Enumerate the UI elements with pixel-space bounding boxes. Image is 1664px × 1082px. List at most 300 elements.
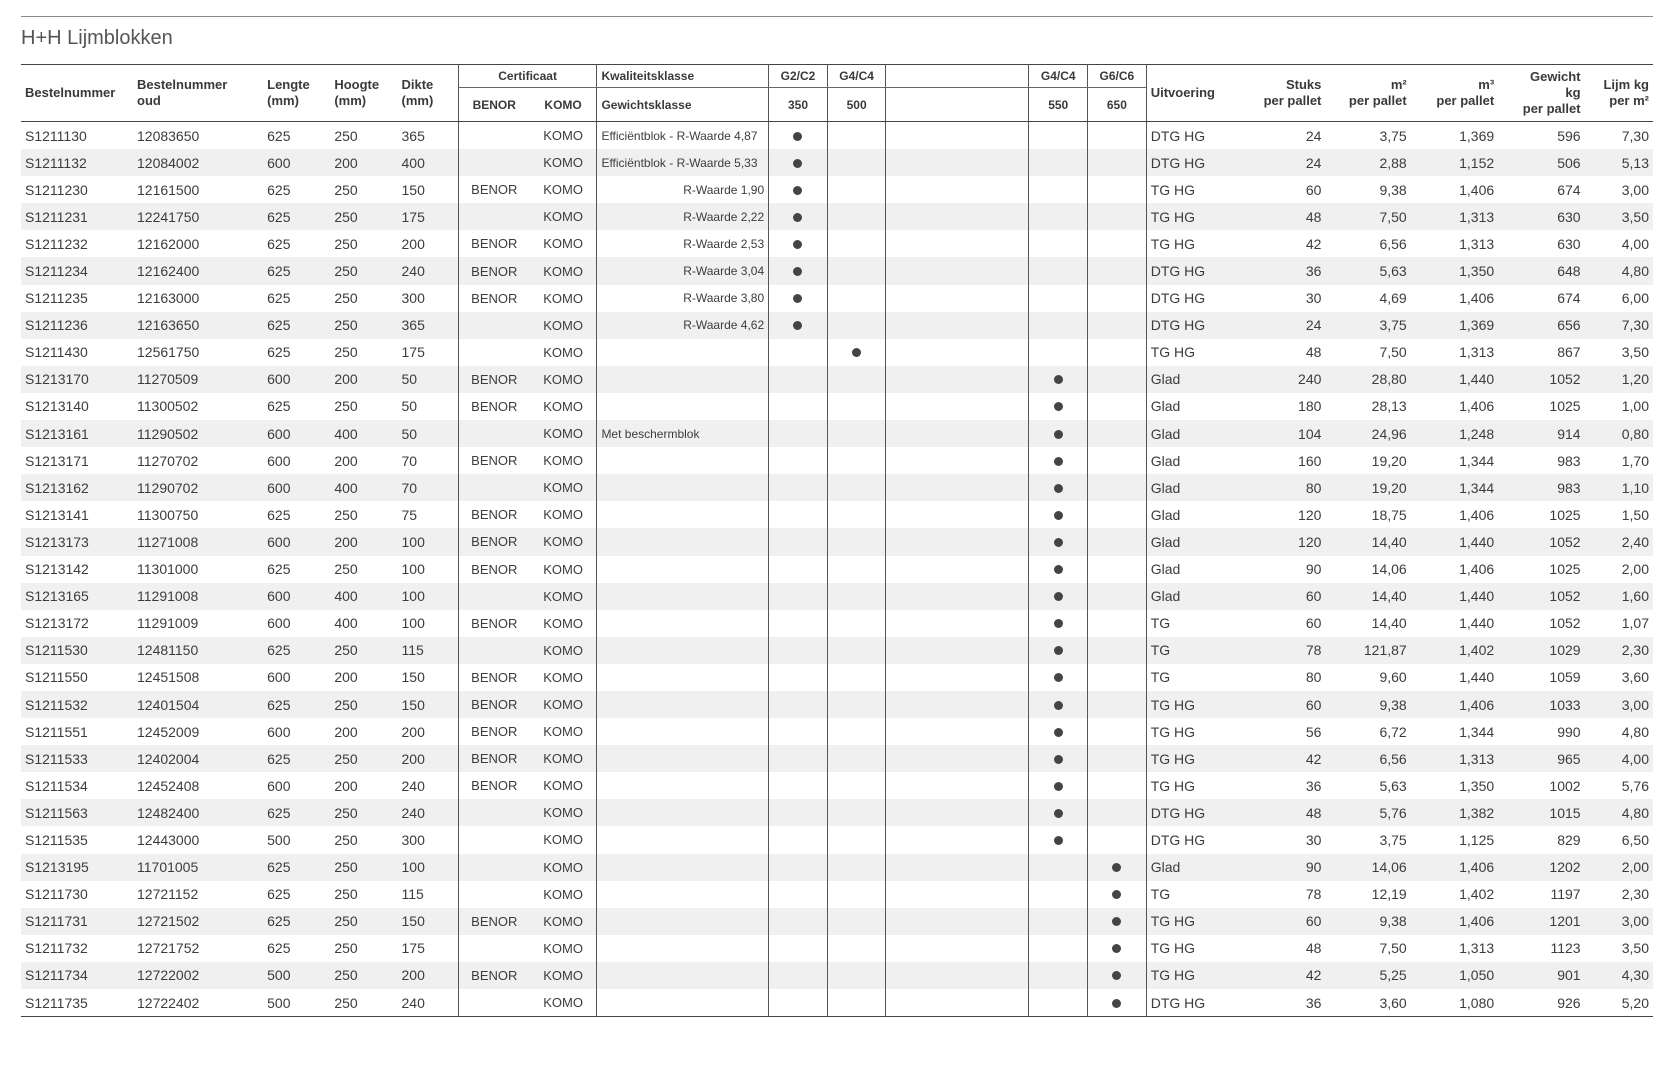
cell-bestelnummer: S1213142 [25, 561, 89, 578]
cell-class-0 [769, 799, 828, 826]
cell-class-1 [827, 691, 886, 718]
cell-benor [458, 637, 529, 664]
cell-m2: 18,75 [1371, 506, 1407, 523]
cell-class-3 [1029, 257, 1088, 284]
cell-class-3 [1029, 474, 1088, 501]
cell-class-0 [769, 420, 828, 447]
cell-komo: KOMO [530, 420, 597, 447]
cell-class-0 [769, 149, 828, 176]
table-row [21, 501, 1653, 528]
cell-class-1 [827, 393, 886, 420]
cell-class-2 [886, 745, 1029, 772]
cell-hoogte: 250 [330, 799, 397, 826]
cell-gewicht: 1059 [1549, 669, 1581, 686]
cell-komo: KOMO [530, 257, 597, 284]
cell-class-1 [827, 339, 886, 366]
cell-class-2 [886, 583, 1029, 610]
cell-bestelnummer: S1211550 [25, 669, 88, 686]
cell-m2: 5,63 [1325, 257, 1410, 284]
cell-class-2 [886, 556, 1029, 583]
cell-dikte: 150 [398, 908, 459, 935]
cell-class-1 [827, 772, 886, 799]
cell-bestelnummer-oud: 12241750 [133, 203, 263, 230]
cell-kwaliteitsklasse [597, 447, 769, 474]
cell-class-4 [1088, 528, 1147, 555]
cell-class-0 [769, 122, 828, 150]
cell-class-3 [1029, 664, 1088, 691]
cell-uitvoering: Glad [1146, 854, 1237, 881]
cell-stuks: 24 [1237, 149, 1326, 176]
cell-benor: BENOR [458, 962, 529, 989]
cell-benor [458, 122, 529, 150]
cell-uitvoering: DTG HG [1146, 257, 1237, 284]
cell-class-4 [1088, 772, 1147, 799]
cell-m2: 9,38 [1325, 691, 1410, 718]
cell-stuks: 60 [1237, 908, 1326, 935]
cell-class-3 [1029, 122, 1088, 150]
cell-m2: 121,87 [1325, 637, 1410, 664]
cell-uitvoering: TG [1150, 886, 1171, 903]
cell-gewicht: 983 [1557, 452, 1581, 469]
cell-m2: 5,63 [1379, 777, 1407, 794]
cell-gewicht: 1015 [1498, 799, 1584, 826]
cell-lengte: 600 [263, 583, 330, 610]
header-benor: BENOR [458, 88, 529, 122]
cell-class-1 [827, 447, 886, 474]
cell-dikte: 50 [401, 398, 418, 415]
cell-class-3 [1029, 285, 1088, 312]
cell-stuks: 60 [1237, 691, 1326, 718]
cell-benor: BENOR [458, 447, 529, 474]
cell-class-4 [1088, 881, 1147, 908]
cell-benor [458, 149, 529, 176]
bullet-icon [1054, 755, 1063, 764]
cell-gewicht: 1029 [1498, 637, 1584, 664]
cell-kwaliteitsklasse [597, 989, 769, 1017]
cell-kwaliteitsklasse [597, 881, 769, 908]
table-row [21, 908, 1653, 935]
cell-hoogte: 200 [330, 366, 397, 393]
cell-benor [458, 583, 529, 610]
bullet-icon [1054, 701, 1063, 710]
cell-class-4 [1088, 935, 1147, 962]
cell-kwaliteitsklasse: Efficiëntblok - R-Waarde 5,33 [597, 149, 769, 176]
cell-class-0 [769, 854, 828, 881]
cell-kwaliteitsklasse [597, 366, 769, 393]
table-row [21, 799, 1653, 826]
cell-komo: KOMO [530, 366, 597, 393]
cell-class-0 [769, 393, 828, 420]
cell-gewicht: 1025 [1549, 506, 1581, 523]
cell-bestelnummer-oud: 12722402 [133, 989, 263, 1017]
table-row [21, 366, 1653, 393]
cell-bestelnummer-oud: 12722002 [133, 962, 263, 989]
cell-bestelnummer: S1211132 [21, 149, 133, 176]
cell-komo: KOMO [543, 182, 583, 198]
cell-uitvoering: TG HG [1146, 691, 1237, 718]
cell-lengte: 625 [267, 235, 291, 252]
cell-m3: 1,050 [1411, 962, 1498, 989]
cell-class-1 [827, 664, 886, 691]
cell-class-1 [827, 285, 886, 312]
cell-komo: KOMO [543, 561, 583, 577]
cell-lijm: 1,50 [1621, 506, 1649, 523]
cell-m3: 1,369 [1459, 127, 1495, 144]
table-row [21, 962, 1653, 989]
cell-stuks: 24 [1305, 127, 1322, 144]
cell-class-2 [886, 935, 1029, 962]
cell-hoogte: 250 [330, 745, 397, 772]
cell-class-3 [1029, 501, 1088, 528]
cell-stuks: 24 [1237, 312, 1326, 339]
top-rule [21, 16, 1653, 17]
cell-bestelnummer-oud: 12163650 [133, 312, 263, 339]
cell-hoogte: 250 [334, 831, 358, 848]
cell-class-3 [1029, 230, 1088, 257]
cell-benor: BENOR [458, 908, 529, 935]
header-class-2 [886, 65, 1029, 88]
bullet-icon [1112, 863, 1121, 872]
cell-class-0 [769, 176, 828, 203]
cell-komo: KOMO [530, 908, 597, 935]
cell-benor: BENOR [458, 257, 529, 284]
cell-dikte: 75 [401, 506, 418, 523]
cell-komo: KOMO [530, 799, 597, 826]
cell-lijm: 2,40 [1585, 528, 1653, 555]
bullet-icon [1054, 538, 1063, 547]
cell-bestelnummer: S1213195 [21, 854, 133, 881]
cell-gewicht: 1025 [1549, 398, 1581, 415]
table-row [21, 745, 1653, 772]
cell-gewicht: 983 [1498, 474, 1584, 501]
cell-class-2 [886, 772, 1029, 799]
cell-uitvoering: TG HG [1146, 962, 1237, 989]
cell-stuks: 42 [1237, 962, 1326, 989]
cell-class-4 [1088, 447, 1147, 474]
cell-dikte: 100 [398, 583, 459, 610]
header-lijm: Lijm kg per m² [1585, 65, 1653, 122]
cell-bestelnummer: S1211430 [25, 344, 88, 361]
bullet-icon [793, 321, 802, 330]
cell-class-1 [827, 989, 886, 1017]
cell-benor [458, 826, 529, 853]
header-certificaat: Certificaat [458, 65, 597, 88]
cell-gewicht: 867 [1557, 344, 1581, 361]
bullet-icon [1054, 457, 1063, 466]
cell-stuks: 48 [1305, 344, 1322, 361]
bullet-icon [852, 348, 861, 357]
cell-bestelnummer: S1213165 [21, 583, 133, 610]
cell-class-2 [886, 230, 1029, 257]
cell-kwaliteitsklasse: R-Waarde 1,90 [597, 176, 769, 203]
cell-kwaliteitsklasse [597, 501, 769, 528]
cell-class-3 [1029, 826, 1088, 853]
table-row [21, 637, 1653, 664]
bullet-icon [1054, 728, 1063, 737]
cell-benor [458, 339, 529, 366]
cell-m2: 28,80 [1325, 366, 1410, 393]
cell-class-4 [1088, 501, 1147, 528]
cell-hoogte: 250 [334, 181, 358, 198]
cell-m2: 6,72 [1379, 723, 1407, 740]
cell-benor: BENOR [458, 664, 529, 691]
cell-kwaliteitsklasse: R-Waarde 3,04 [597, 257, 769, 284]
cell-bestelnummer: S1213161 [21, 420, 133, 447]
cell-class-2 [886, 447, 1029, 474]
cell-komo: KOMO [530, 474, 597, 501]
cell-m2: 14,06 [1325, 854, 1410, 881]
cell-stuks: 90 [1237, 854, 1326, 881]
cell-m2: 19,20 [1325, 474, 1410, 501]
cell-bestelnummer-oud: 12163000 [137, 290, 200, 307]
cell-kwaliteitsklasse [597, 772, 769, 799]
bullet-icon [793, 186, 802, 195]
cell-bestelnummer-oud: 12452009 [137, 723, 200, 740]
cell-lengte: 625 [263, 257, 330, 284]
cell-class-3 [1029, 908, 1088, 935]
cell-kwaliteitsklasse [597, 854, 769, 881]
cell-class-1 [827, 881, 886, 908]
cell-kwaliteitsklasse [597, 556, 769, 583]
cell-class-0 [769, 718, 828, 745]
bullet-icon [1112, 944, 1121, 953]
bullet-icon [1112, 971, 1121, 980]
cell-m2: 5,25 [1325, 962, 1410, 989]
cell-class-0 [769, 691, 828, 718]
cell-bestelnummer: S1211236 [21, 312, 133, 339]
cell-lengte: 625 [263, 745, 330, 772]
cell-bestelnummer: S1211530 [21, 637, 133, 664]
cell-kwaliteitsklasse [597, 664, 769, 691]
cell-hoogte: 200 [334, 723, 358, 740]
cell-class-2 [886, 962, 1029, 989]
table-row [21, 230, 1653, 257]
cell-class-3 [1029, 528, 1088, 555]
cell-komo: KOMO [543, 128, 583, 144]
header-gewichtsklasse: Gewichtsklasse [597, 88, 769, 122]
bullet-icon [793, 267, 802, 276]
cell-bestelnummer-oud: 12482400 [133, 799, 263, 826]
cell-bestelnummer-oud: 12451508 [137, 669, 200, 686]
cell-komo: KOMO [543, 724, 583, 740]
table-row [21, 826, 1653, 853]
cell-class-3 [1029, 745, 1088, 772]
cell-hoogte: 250 [334, 886, 358, 903]
cell-class-4 [1088, 637, 1147, 664]
cell-uitvoering: TG HG [1150, 777, 1196, 794]
header-class-4-sub: 650 [1088, 88, 1147, 122]
cell-lengte: 625 [267, 940, 291, 957]
cell-dikte: 70 [398, 474, 459, 501]
cell-bestelnummer-oud: 12083650 [137, 127, 200, 144]
bullet-icon [1054, 646, 1063, 655]
cell-bestelnummer-oud: 12561750 [137, 344, 200, 361]
cell-class-2 [886, 718, 1029, 745]
cell-hoogte: 250 [330, 257, 397, 284]
cell-benor: BENOR [458, 366, 529, 393]
cell-benor [458, 989, 529, 1017]
cell-bestelnummer-oud: 11290502 [133, 420, 263, 447]
cell-lengte: 625 [267, 290, 291, 307]
cell-gewicht: 648 [1498, 257, 1584, 284]
cell-class-0 [769, 501, 828, 528]
table-row [21, 772, 1653, 799]
cell-class-2 [886, 989, 1029, 1017]
cell-dikte: 240 [398, 989, 459, 1017]
table-body [21, 122, 1653, 1017]
cell-hoogte: 200 [330, 149, 397, 176]
cell-m3: 1,440 [1459, 615, 1495, 632]
cell-m2: 9,60 [1379, 669, 1407, 686]
cell-m3: 1,406 [1411, 691, 1498, 718]
cell-class-0 [769, 745, 828, 772]
cell-dikte: 150 [401, 669, 425, 686]
cell-stuks: 48 [1237, 203, 1326, 230]
cell-class-2 [886, 854, 1029, 881]
cell-gewicht: 1052 [1498, 528, 1584, 555]
cell-stuks: 90 [1305, 561, 1322, 578]
cell-lijm: 3,60 [1621, 669, 1649, 686]
cell-dikte: 100 [401, 615, 425, 632]
cell-bestelnummer: S1213140 [25, 398, 89, 415]
cell-uitvoering: Glad [1150, 506, 1181, 523]
cell-gewicht: 630 [1557, 235, 1581, 252]
cell-bestelnummer-oud: 12721502 [133, 908, 263, 935]
cell-class-4 [1088, 339, 1147, 366]
cell-m2: 4,69 [1379, 290, 1407, 307]
cell-kwaliteitsklasse [597, 637, 769, 664]
cell-bestelnummer-oud: 11270509 [133, 366, 263, 393]
cell-hoogte: 400 [330, 420, 397, 447]
cell-gewicht: 506 [1498, 149, 1584, 176]
table-row [21, 312, 1653, 339]
cell-dikte: 200 [398, 745, 459, 772]
cell-m3: 1,440 [1459, 669, 1495, 686]
cell-class-1 [827, 826, 886, 853]
cell-benor [458, 312, 529, 339]
cell-komo: KOMO [543, 290, 583, 306]
cell-uitvoering: DTG HG [1150, 127, 1206, 144]
cell-uitvoering: TG HG [1150, 723, 1196, 740]
cell-benor [458, 854, 529, 881]
cell-lengte: 625 [267, 181, 291, 198]
cell-uitvoering: Glad [1146, 528, 1237, 555]
cell-m3: 1,440 [1411, 583, 1498, 610]
cell-komo: KOMO [543, 669, 583, 685]
cell-m3: 1,406 [1459, 290, 1495, 307]
bullet-icon [1112, 917, 1121, 926]
cell-hoogte: 250 [334, 290, 358, 307]
cell-class-2 [886, 610, 1029, 637]
cell-hoogte: 400 [330, 583, 397, 610]
table-header [21, 65, 1653, 122]
cell-class-2 [886, 501, 1029, 528]
cell-class-4 [1088, 474, 1147, 501]
cell-uitvoering: TG HG [1150, 940, 1196, 957]
cell-hoogte: 250 [330, 962, 397, 989]
cell-m2: 6,56 [1379, 235, 1407, 252]
cell-class-3 [1029, 610, 1088, 637]
cell-m2: 9,38 [1325, 908, 1410, 935]
bullet-icon [1054, 592, 1063, 601]
cell-class-0 [769, 935, 828, 962]
cell-benor [458, 420, 529, 447]
cell-dikte: 115 [398, 637, 459, 664]
cell-hoogte: 250 [334, 398, 358, 415]
cell-lijm: 2,00 [1585, 854, 1653, 881]
cell-stuks: 104 [1237, 420, 1326, 447]
cell-lijm: 2,30 [1585, 637, 1653, 664]
cell-uitvoering: Glad [1146, 420, 1237, 447]
cell-stuks: 180 [1298, 398, 1322, 415]
cell-gewicht: 926 [1498, 989, 1584, 1017]
cell-uitvoering: TG HG [1146, 908, 1237, 935]
cell-lengte: 600 [267, 615, 291, 632]
cell-komo: KOMO [530, 637, 597, 664]
cell-class-2 [886, 122, 1029, 150]
cell-class-1 [827, 149, 886, 176]
cell-gewicht: 1052 [1549, 615, 1581, 632]
cell-m3: 1,152 [1411, 149, 1498, 176]
cell-lengte: 625 [263, 203, 330, 230]
cell-m2: 14,40 [1371, 615, 1407, 632]
cell-hoogte: 250 [330, 691, 397, 718]
cell-bestelnummer: S1211234 [21, 257, 133, 284]
header-komo: KOMO [530, 88, 597, 122]
cell-class-1 [827, 230, 886, 257]
cell-class-4 [1088, 149, 1147, 176]
cell-bestelnummer: S1211732 [25, 940, 88, 957]
cell-class-4 [1088, 285, 1147, 312]
cell-lijm: 1,07 [1621, 615, 1649, 632]
cell-class-4 [1088, 176, 1147, 203]
cell-lengte: 625 [267, 886, 291, 903]
cell-m3: 1,313 [1411, 203, 1498, 230]
cell-kwaliteitsklasse: Efficiëntblok - R-Waarde 4,87 [597, 122, 769, 150]
cell-uitvoering: TG HG [1146, 745, 1237, 772]
cell-lijm: 3,00 [1585, 691, 1653, 718]
cell-class-0 [769, 285, 828, 312]
cell-gewicht: 1123 [1550, 940, 1581, 957]
cell-benor: BENOR [458, 176, 529, 203]
cell-kwaliteitsklasse [597, 799, 769, 826]
cell-class-1 [827, 908, 886, 935]
cell-class-3 [1029, 799, 1088, 826]
cell-dikte: 175 [401, 940, 425, 957]
cell-hoogte: 250 [330, 203, 397, 230]
cell-gewicht: 914 [1498, 420, 1584, 447]
cell-m3: 1,344 [1411, 474, 1498, 501]
cell-class-4 [1088, 854, 1147, 881]
header-class-1: G4/C4 [827, 65, 886, 88]
cell-class-2 [886, 881, 1029, 908]
cell-stuks: 36 [1237, 989, 1326, 1017]
cell-bestelnummer-oud: 12721752 [137, 940, 200, 957]
header-m2: m² per pallet [1325, 65, 1410, 122]
header-lengte: Lengte (mm) [263, 65, 330, 122]
cell-lijm: 3,50 [1621, 940, 1649, 957]
table-row [21, 339, 1653, 366]
cell-bestelnummer-oud: 12443000 [137, 831, 200, 848]
cell-class-3 [1029, 366, 1088, 393]
cell-class-2 [886, 149, 1029, 176]
cell-class-0 [769, 339, 828, 366]
cell-benor [458, 203, 529, 230]
cell-class-2 [886, 339, 1029, 366]
header-class-3: G4/C4 [1029, 65, 1088, 88]
cell-komo: KOMO [530, 583, 597, 610]
cell-lijm: 7,30 [1585, 312, 1653, 339]
